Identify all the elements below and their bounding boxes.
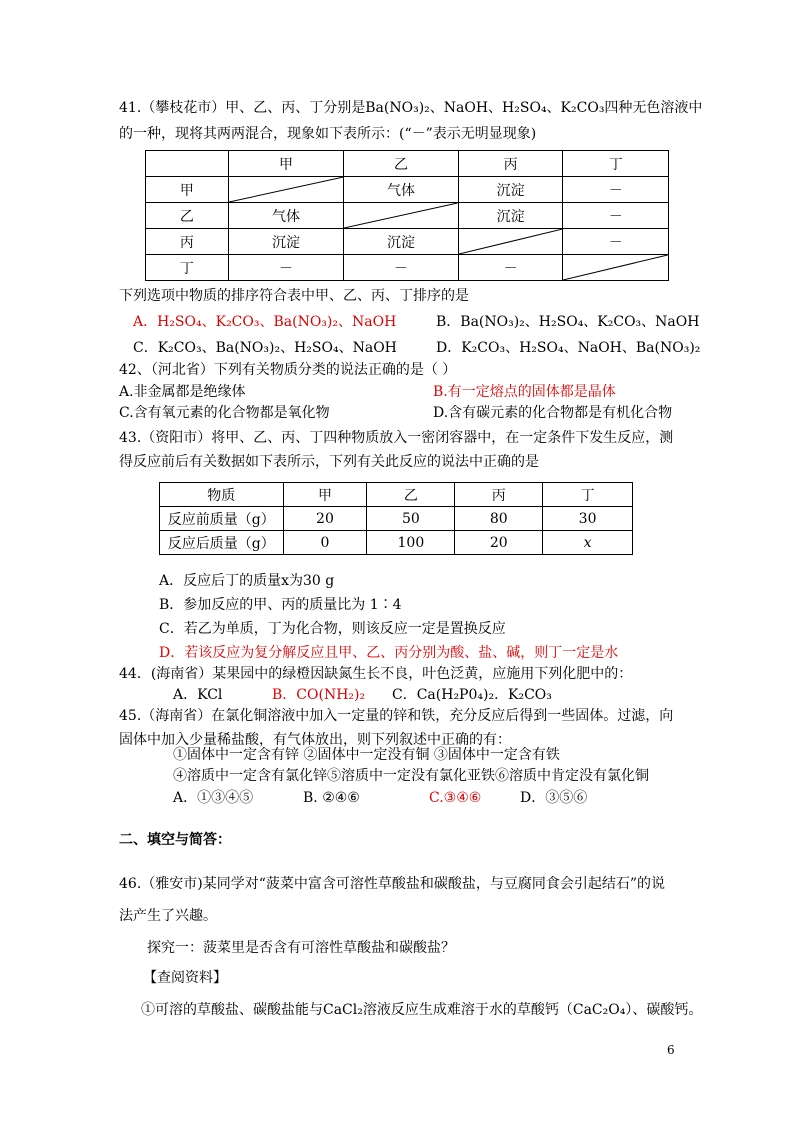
q41-r0c0: 甲 <box>146 177 229 203</box>
q46-refs-heading: 【查阅资料】 <box>143 970 227 986</box>
q41-r1c4: － <box>563 203 669 229</box>
q43-table <box>159 482 633 555</box>
q42-option-a: A.非金属都是绝缘体 <box>119 384 246 400</box>
q41-r1c1: 气体 <box>228 203 344 229</box>
q46-line1: 46.（雅安市)某同学对“菠菜中富含可溶性草酸盐和碳酸盐，与豆腐同食会引起结石”的说 <box>119 876 666 892</box>
q43-option-d: D．若该反应为复分解反应且甲、乙、丙分别为酸、盐、碱，则丁一定是水 <box>159 645 619 661</box>
q43-h3: 丙 <box>455 483 543 507</box>
q41-option-d: D．K₂CO₃、H₂SO₄、NaOH、Ba(NO₃)₂ <box>436 340 701 356</box>
q43-option-b: B．参加反应的甲、丙的质量比为 1∶4 <box>159 597 402 613</box>
q46-ref1: ①可溶的草酸盐、碳酸盐能与CaCl₂溶液反应生成难溶于水的草酸钙（CaC₂O₄）、碳酸钙。 <box>141 1002 703 1018</box>
q45-items1: ①固体中一定含有锌 ②固体中一定没有铜 ③固体中一定含有铁 <box>173 747 560 763</box>
q41-h0 <box>146 151 229 177</box>
q41-h2: 乙 <box>344 151 459 177</box>
q41-r2c1: 沉淀 <box>228 229 344 255</box>
q43-r1c4: x <box>543 531 633 555</box>
q41-r3c1: － <box>228 255 344 281</box>
q41-r3c0: 丁 <box>146 255 229 281</box>
section-title: 二、填空与简答： <box>119 832 231 848</box>
q43-r0c0: 反应前质量（g） <box>160 507 284 531</box>
q41-h1: 甲 <box>228 151 344 177</box>
q41-h3: 丙 <box>458 151 563 177</box>
page-number: 6 <box>667 1043 675 1057</box>
q41-r2c2: 沉淀 <box>344 229 459 255</box>
q41-r2c0: 丙 <box>146 229 229 255</box>
q42-option-b: B.有一定熔点的固体都是晶体 <box>433 384 616 400</box>
q41-h4: 丁 <box>563 151 669 177</box>
q41-r3c3: － <box>458 255 563 281</box>
q44-option-b: B．CO(NH₂)₂ <box>272 687 366 703</box>
q41-option-c: C．K₂CO₃、Ba(NO₃)₂、H₂SO₄、NaOH <box>133 340 397 356</box>
q45-items2: ④溶质中一定含有氯化锌⑤溶质中一定没有氯化亚铁⑥溶质中肯定没有氯化铜 <box>173 768 649 784</box>
q45-option-b: B. ②④⑥ <box>303 790 360 806</box>
q43-line1: 43.（资阳市）将甲、乙、丙、丁四种物质放入一密闭容器中，在一定条件下发生反应，测 <box>119 430 674 446</box>
q43-h1: 甲 <box>283 483 367 507</box>
q43-r0c3: 80 <box>455 507 543 531</box>
q43-line2: 得反应前后有关数据如下表所示，下列有关此反应的说法中正确的是 <box>119 454 539 470</box>
q43-r1c3: 20 <box>455 531 543 555</box>
q44-option-a: A．KCl <box>173 687 223 703</box>
q46-inquiry: 探究一：菠菜里是否含有可溶性草酸盐和碳酸盐？ <box>147 940 455 956</box>
q43-h0: 物质 <box>160 483 284 507</box>
q41-table <box>145 150 669 281</box>
q41-diag-cell <box>458 229 563 255</box>
q45-option-d: D．③⑤⑥ <box>520 790 588 806</box>
q43-option-a: A．反应后丁的质量x为30 g <box>159 573 335 589</box>
q43-option-c: C．若乙为单质，丁为化合物，则该反应一定是置换反应 <box>159 621 506 637</box>
q41-r1c3: 沉淀 <box>458 203 563 229</box>
q43-r1c1: 0 <box>283 531 367 555</box>
q41-option-b: B．Ba(NO₃)₂、H₂SO₄、K₂CO₃、NaOH <box>436 314 700 330</box>
q41-r0c3: 沉淀 <box>458 177 563 203</box>
q43-h2: 乙 <box>367 483 455 507</box>
q41-line2: 的一种，现将其两两混合，现象如下表所示：(“－”表示无明显现象) <box>119 126 537 142</box>
q44-option-d: K₂CO₃ <box>508 687 552 703</box>
q41-r1c0: 乙 <box>146 203 229 229</box>
q41-r0c4: － <box>563 177 669 203</box>
q44-stem: 44．(海南省）某果园中的绿橙因缺氮生长不良，叶色泛黄，应施用下列化肥中的： <box>119 666 633 682</box>
q42-option-d: D.含有碳元素的化合物都是有机化合物 <box>433 405 673 421</box>
q41-r2c4: － <box>563 229 669 255</box>
q45-line2: 固体中加入少量稀盐酸，有气体放出，则下列叙述中正确的有： <box>119 732 511 748</box>
q43-h4: 丁 <box>543 483 633 507</box>
q41-option-a: A．H₂SO₄、K₂CO₃、Ba(NO₃)₂、NaOH <box>133 314 397 330</box>
q42-option-c: C.含有氧元素的化合物都是氧化物 <box>119 405 330 421</box>
q43-r0c2: 50 <box>367 507 455 531</box>
q45-option-c: C.③④⑥ <box>429 790 482 806</box>
q41-r3c2: － <box>344 255 459 281</box>
q41-diag-cell <box>228 177 344 203</box>
q45-line1: 45.（海南省）在氯化铜溶液中加入一定量的锌和铁，充分反应后得到一些固体。过滤，向 <box>119 708 674 724</box>
q41-stem: 下列选项中物质的排序符合表中甲、乙、丙、丁排序的是 <box>119 288 469 304</box>
q41-line1: 41.（攀枝花市）甲、乙、丙、丁分别是Ba(NO₃)₂、NaOH、H₂SO₄、K₂CO₃四种无色溶液中 <box>119 100 703 116</box>
q41-diag-cell <box>344 203 459 229</box>
q43-r1c0: 反应后质量（g） <box>160 531 284 555</box>
q43-r1c2: 100 <box>367 531 455 555</box>
q43-r0c4: 30 <box>543 507 633 531</box>
q41-r0c2: 气体 <box>344 177 459 203</box>
q43-r0c1: 20 <box>283 507 367 531</box>
q45-option-a: A．①③④⑤ <box>173 790 254 806</box>
q44-option-c: C．Ca(H₂P0₄)₂． <box>392 687 509 703</box>
q46-line2: 法产生了兴趣。 <box>119 908 217 924</box>
q42-stem: 42、（河北省）下列有关物质分类的说法正确的是（ ） <box>119 362 457 378</box>
q41-diag-cell <box>563 255 669 281</box>
